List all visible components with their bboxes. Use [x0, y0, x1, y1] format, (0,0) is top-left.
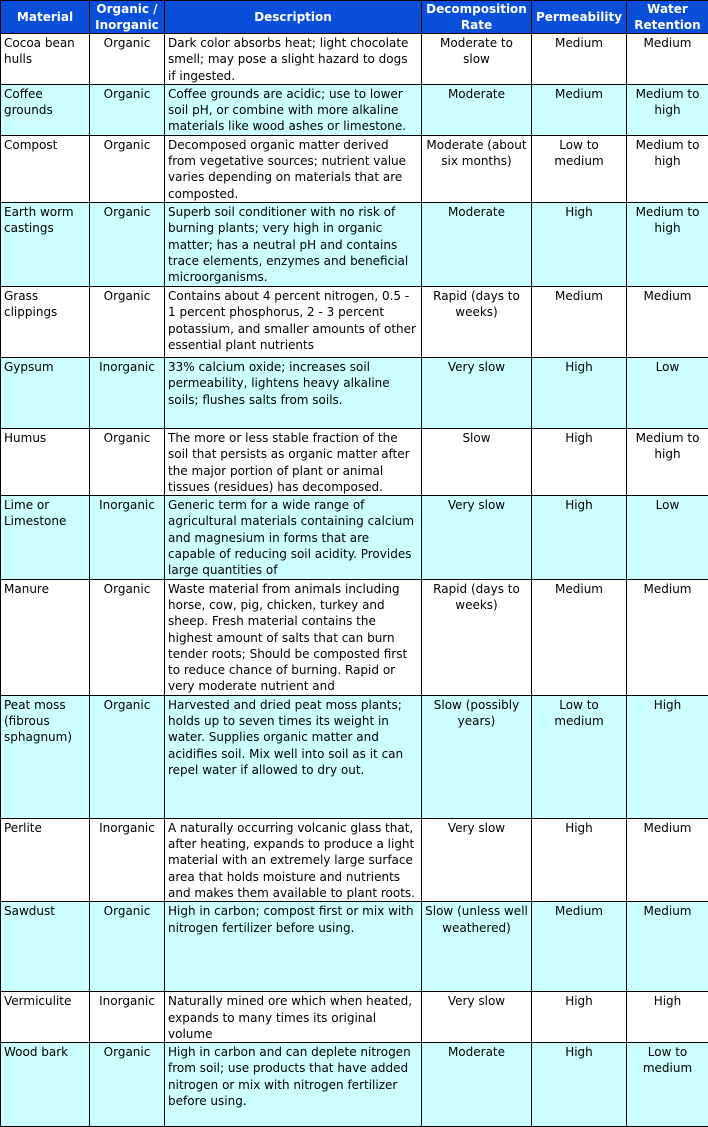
cell-permeability: Low to medium [532, 696, 626, 730]
cell-decomposition: Moderate [422, 1043, 531, 1060]
cell-retention: Low to medium [627, 1043, 708, 1077]
table-row [1, 1043, 708, 1127]
cell-description: Waste material from animals including horse, cow, pig, chicken, turkey and sheep. Fresh material contains the highest amount of salts that can burn tender roots; Should be composted first to reduce chance of burning. Rapid or very moderate nutrient and [165, 580, 421, 695]
cell-permeability: Medium [532, 85, 626, 102]
cell-permeability: High [532, 358, 626, 375]
cell-material: Lime or Limestone [1, 496, 89, 530]
cell-description: 33% calcium oxide; increases soil permeability, lightens heavy alkaline soils; flushes salts from soils. [165, 358, 421, 408]
cell-type: Organic [90, 203, 164, 220]
cell-retention: Low [627, 358, 708, 375]
cell-permeability: Medium [532, 580, 626, 597]
header-organic-inorganic: Organic / Inorganic [90, 1, 165, 34]
cell-description: High in carbon and can deplete nitrogen from soil; use products that have added nitrogen or mix with nitrogen fertilizer before using. [165, 1043, 421, 1109]
header-decomposition-rate: Decomposition Rate [422, 1, 532, 34]
table-row [1, 286, 708, 357]
cell-decomposition: Very slow [422, 992, 531, 1009]
cell-description: Harvested and dried peat moss plants; holds up to seven times its weight in water. Supplies organic matter and acidifies soil. Mix well into soil as it can repel water if allowed to dry out. [165, 696, 421, 778]
cell-description: Superb soil conditioner with no risk of burning plants; very high in organic matter; has a neutral pH and contains trace elements, enzymes and beneficial microorganisms. [165, 203, 421, 285]
cell-retention: Medium [627, 902, 708, 919]
cell-decomposition: Very slow [422, 358, 531, 375]
table-row [1, 34, 708, 85]
cell-permeability: High [532, 203, 626, 220]
cell-permeability: High [532, 992, 626, 1009]
cell-permeability: Low to medium [532, 136, 626, 170]
cell-retention: Medium [627, 287, 708, 304]
cell-description: Generic term for a wide range of agricultural materials containing calcium and magnesium in forms that are capable of reducing soil acidity. Provides large quantities of [165, 496, 421, 578]
header-water-retention: Water Retention [627, 1, 708, 34]
cell-material: Coffee grounds [1, 85, 89, 119]
cell-decomposition: Rapid (days to weeks) [422, 580, 531, 614]
cell-description: Dark color absorbs heat; light chocolate smell; may pose a slight hazard to dogs if ingested. [165, 34, 421, 84]
table-row [1, 202, 708, 286]
cell-retention: Medium to high [627, 136, 708, 170]
cell-permeability: High [532, 429, 626, 446]
table-row [1, 695, 708, 818]
cell-retention: Medium [627, 819, 708, 836]
cell-type: Organic [90, 85, 164, 102]
cell-material: Earth worm castings [1, 203, 89, 237]
cell-description: Contains about 4 percent nitrogen, 0.5 - 1 percent phosphorus, 2 - 3 percent potassium, and smaller amounts of other essential plant nutrients [165, 287, 421, 353]
cell-decomposition: Very slow [422, 819, 531, 836]
cell-permeability: High [532, 1043, 626, 1060]
cell-retention: Medium to high [627, 203, 708, 237]
cell-retention: Medium [627, 580, 708, 597]
cell-material: Compost [1, 136, 89, 153]
cell-decomposition: Moderate (about six months) [422, 136, 531, 170]
cell-type: Organic [90, 580, 164, 597]
cell-description: Naturally mined ore which when heated, expands to many times its original volume [165, 992, 421, 1042]
cell-material: Humus [1, 429, 89, 446]
table-row [1, 818, 708, 901]
cell-retention: Medium to high [627, 85, 708, 119]
header-description: Description [165, 1, 422, 34]
cell-type: Organic [90, 34, 164, 51]
cell-retention: High [627, 992, 708, 1009]
header-row [1, 1, 708, 34]
cell-type: Inorganic [90, 992, 164, 1009]
header-permeability: Permeability [532, 1, 627, 34]
table-row [1, 496, 708, 579]
cell-retention: High [627, 696, 708, 713]
cell-retention: Medium [627, 34, 708, 51]
cell-material: Grass clippings [1, 287, 89, 321]
cell-decomposition: Slow [422, 429, 531, 446]
cell-type: Organic [90, 1043, 164, 1060]
cell-material: Perlite [1, 819, 89, 836]
cell-type: Inorganic [90, 358, 164, 375]
cell-decomposition: Moderate [422, 203, 531, 220]
cell-retention: Low [627, 496, 708, 513]
cell-permeability: Medium [532, 34, 626, 51]
table-row [1, 135, 708, 202]
cell-material: Peat moss (fibrous sphagnum) [1, 696, 89, 746]
cell-decomposition: Very slow [422, 496, 531, 513]
cell-material: Wood bark [1, 1043, 89, 1060]
cell-material: Sawdust [1, 902, 89, 919]
cell-description: The more or less stable fraction of the soil that persists as organic matter after the major portion of plant or animal tissues (residues) has decomposed. [165, 429, 421, 495]
cell-type: Inorganic [90, 496, 164, 513]
cell-type: Organic [90, 136, 164, 153]
cell-permeability: Medium [532, 287, 626, 304]
cell-material: Vermiculite [1, 992, 89, 1009]
cell-material: Cocoa bean hulls [1, 34, 89, 68]
cell-type: Organic [90, 902, 164, 919]
table-row [1, 992, 708, 1043]
table-row [1, 357, 708, 428]
cell-description: Coffee grounds are acidic; use to lower soil pH, or combine with more alkaline materials like wood ashes or limestone. [165, 85, 421, 135]
cell-description: A naturally occurring volcanic glass that, after heating, expands to produce a light material with an extremely large surface area that holds moisture and nutrients and makes them available to plant roots. [165, 819, 421, 901]
cell-description: High in carbon; compost first or mix with nitrogen fertilizer before using. [165, 902, 421, 936]
table-row [1, 84, 708, 135]
cell-permeability: High [532, 496, 626, 513]
cell-decomposition: Slow (possibly years) [422, 696, 531, 730]
table-row [1, 902, 708, 992]
cell-retention: Medium to high [627, 429, 708, 463]
cell-material: Manure [1, 580, 89, 597]
table-row [1, 579, 708, 695]
cell-material: Gypsum [1, 358, 89, 375]
cell-decomposition: Moderate to slow [422, 34, 531, 68]
cell-type: Organic [90, 429, 164, 446]
cell-permeability: High [532, 819, 626, 836]
header-material: Material [1, 1, 90, 34]
cell-type: Organic [90, 287, 164, 304]
cell-permeability: Medium [532, 902, 626, 919]
cell-decomposition: Slow (unless well weathered) [422, 902, 531, 936]
cell-description: Decomposed organic matter derived from vegetative sources; nutrient value varies depending on materials that are composted. [165, 136, 421, 202]
cell-decomposition: Rapid (days to weeks) [422, 287, 531, 321]
cell-type: Inorganic [90, 819, 164, 836]
cell-type: Organic [90, 696, 164, 713]
cell-decomposition: Moderate [422, 85, 531, 102]
table-row [1, 428, 708, 495]
